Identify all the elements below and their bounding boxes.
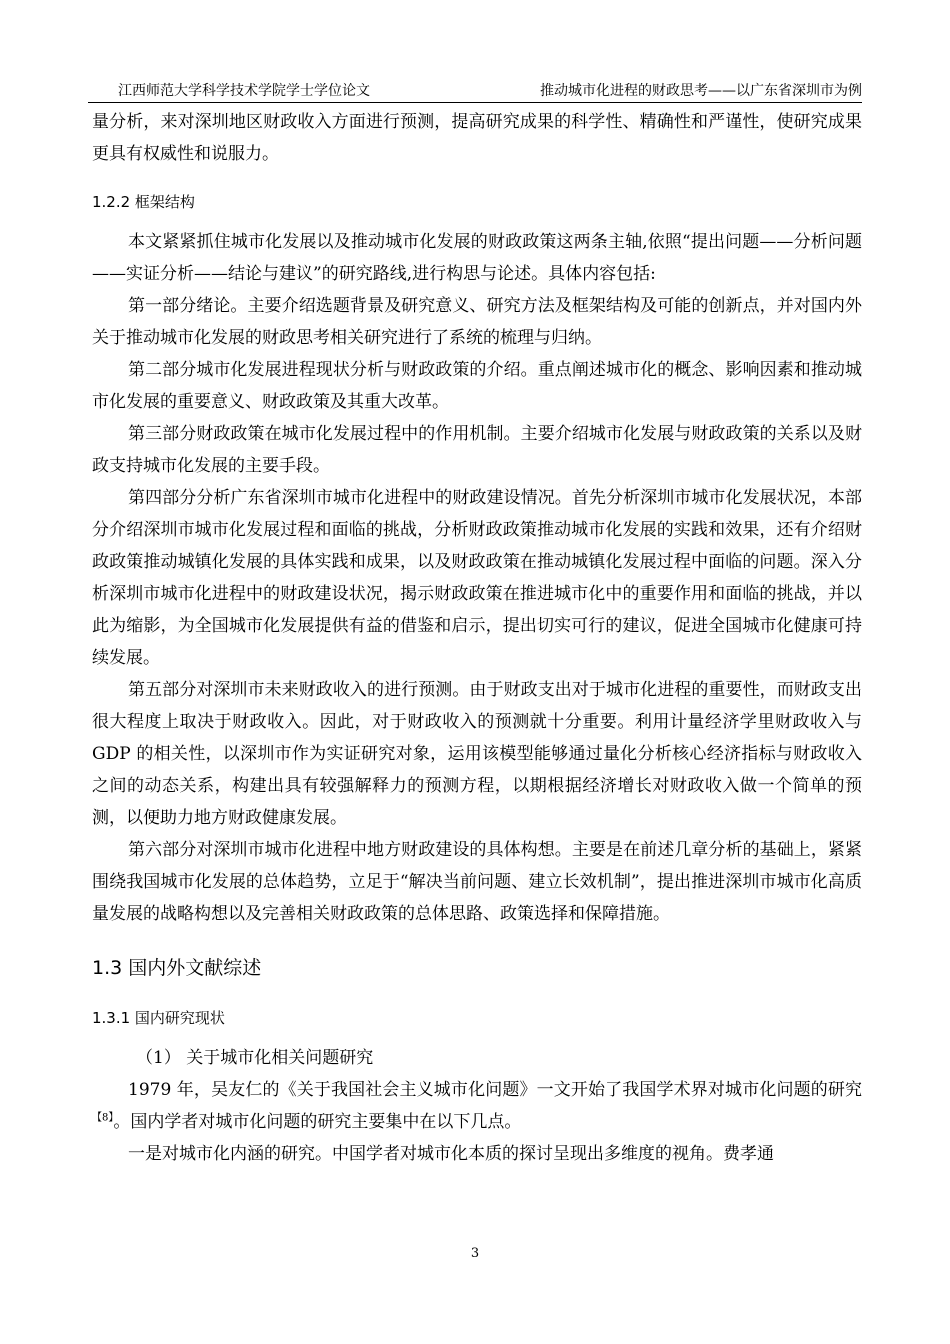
heading-1-3-1: 1.3.1 国内研究现状 [92,1009,225,1027]
paragraph-part-1: 第一部分绪论。主要介绍选题背景及研究意义、研究方法及框架结构及可能的创新点，并对国内外关于推动城市化发展的财政思考相关研究进行了系统的梳理与归纳。 [92,296,862,348]
page-header [88,80,862,103]
paragraph-framework: 本文紧紧抓住城市化发展以及推动城市化发展的财政政策这两条主轴,依照“提出问题——分析问题——实证分析——结论与建议”的研究路线,进行构思与论述。具体内容包括: [92,232,862,284]
paragraph-part-6: 第六部分对深圳市城市化进程中地方财政建设的具体构想。主要是在前述几章分析的基础上，紧紧围绕我国城市化发展的总体趋势，立足于“解决当前问题、建立长效机制”，提出推进深圳市城市化高质量发展的战略构想以及完善相关财政政策的总体思路、政策选择和保障措施。 [92,840,862,924]
page-content [92,106,862,1170]
paragraph-part-3: 第三部分财政政策在城市化发展过程中的作用机制。主要介绍城市化发展与财政政策的关系以及财政支持城市化发展的主要手段。 [92,424,862,476]
paragraph-part-2: 第二部分城市化发展进程现状分析与财政政策的介绍。重点阐述城市化的概念、影响因素和推动城市化发展的重要意义、财政政策及其重大改革。 [92,360,862,412]
header-paper-title: 推动城市化进程的财政思考——以广东省深圳市为例 [540,83,862,99]
paragraph-1979-tail: 。国内学者对城市化问题的研究主要集中在以下几点。 [113,1112,522,1132]
subheading-item-1: （1） 关于城市化相关问题研究 [136,1048,374,1068]
heading-1-3: 1.3 国内外文献综述 [92,957,262,979]
heading-1-2-2: 1.2.2 框架结构 [92,193,195,211]
paragraph-1979-text: 1979 年，吴友仁的《关于我国社会主义城市化问题》一文开始了我国学术界对城市化问题的研究 [128,1080,862,1100]
header-thesis-title: 江西师范大学科学技术学院学士学位论文 [118,83,370,99]
paragraph-intro-continued: 量分析，来对深圳地区财政收入方面进行预测，提高研究成果的科学性、精确性和严谨性，使研究成果更具有权威性和说服力。 [92,112,862,164]
paragraph-part-4: 第四部分分析广东省深圳市城市化进程中的财政建设情况。首先分析深圳市城市化发展状况，本部分介绍深圳市城市化发展过程和面临的挑战，分析财政政策推动城市化发展的实践和效果，还有介绍财政政策推动城镇化发展的具体实践和成果，以及财政政策在推动城镇化发展过程中面临的问题。深入分析深圳市城市化进程中的财政建设状况，揭示财政政策在推进城市化中的重要作用和面临的挑战，并以此为缩影，为全国城市化发展提供有益的借鉴和启示，提出切实可行的建议，促进全国城市化健康可持续发展。 [92,488,862,668]
paragraph-part-5: 第五部分对深圳市未来财政收入的进行预测。由于财政支出对于城市化进程的重要性，而财政支出很大程度上取决于财政收入。因此，对于财政收入的预测就十分重要。利用计量经济学里财政收入与 GDP 的相关性，以深圳市作为实证研究对象，运用该模型能够通过量化分析核心经济指标与财政收入之间的动态关系，构建出具有较强解释力的预测方程，以期根据经济增长对财政收入做一个简单的预测，以便助力地方财政健康发展。 [92,680,862,828]
page-number: 3 [470,1246,480,1261]
paragraph-connotation: 一是对城市化内涵的研究。中国学者对城市化本质的探讨呈现出多维度的视角。费孝通 [128,1144,774,1164]
citation-8: 【8】 [92,1112,114,1124]
paragraph-1979 [92,1074,862,1138]
